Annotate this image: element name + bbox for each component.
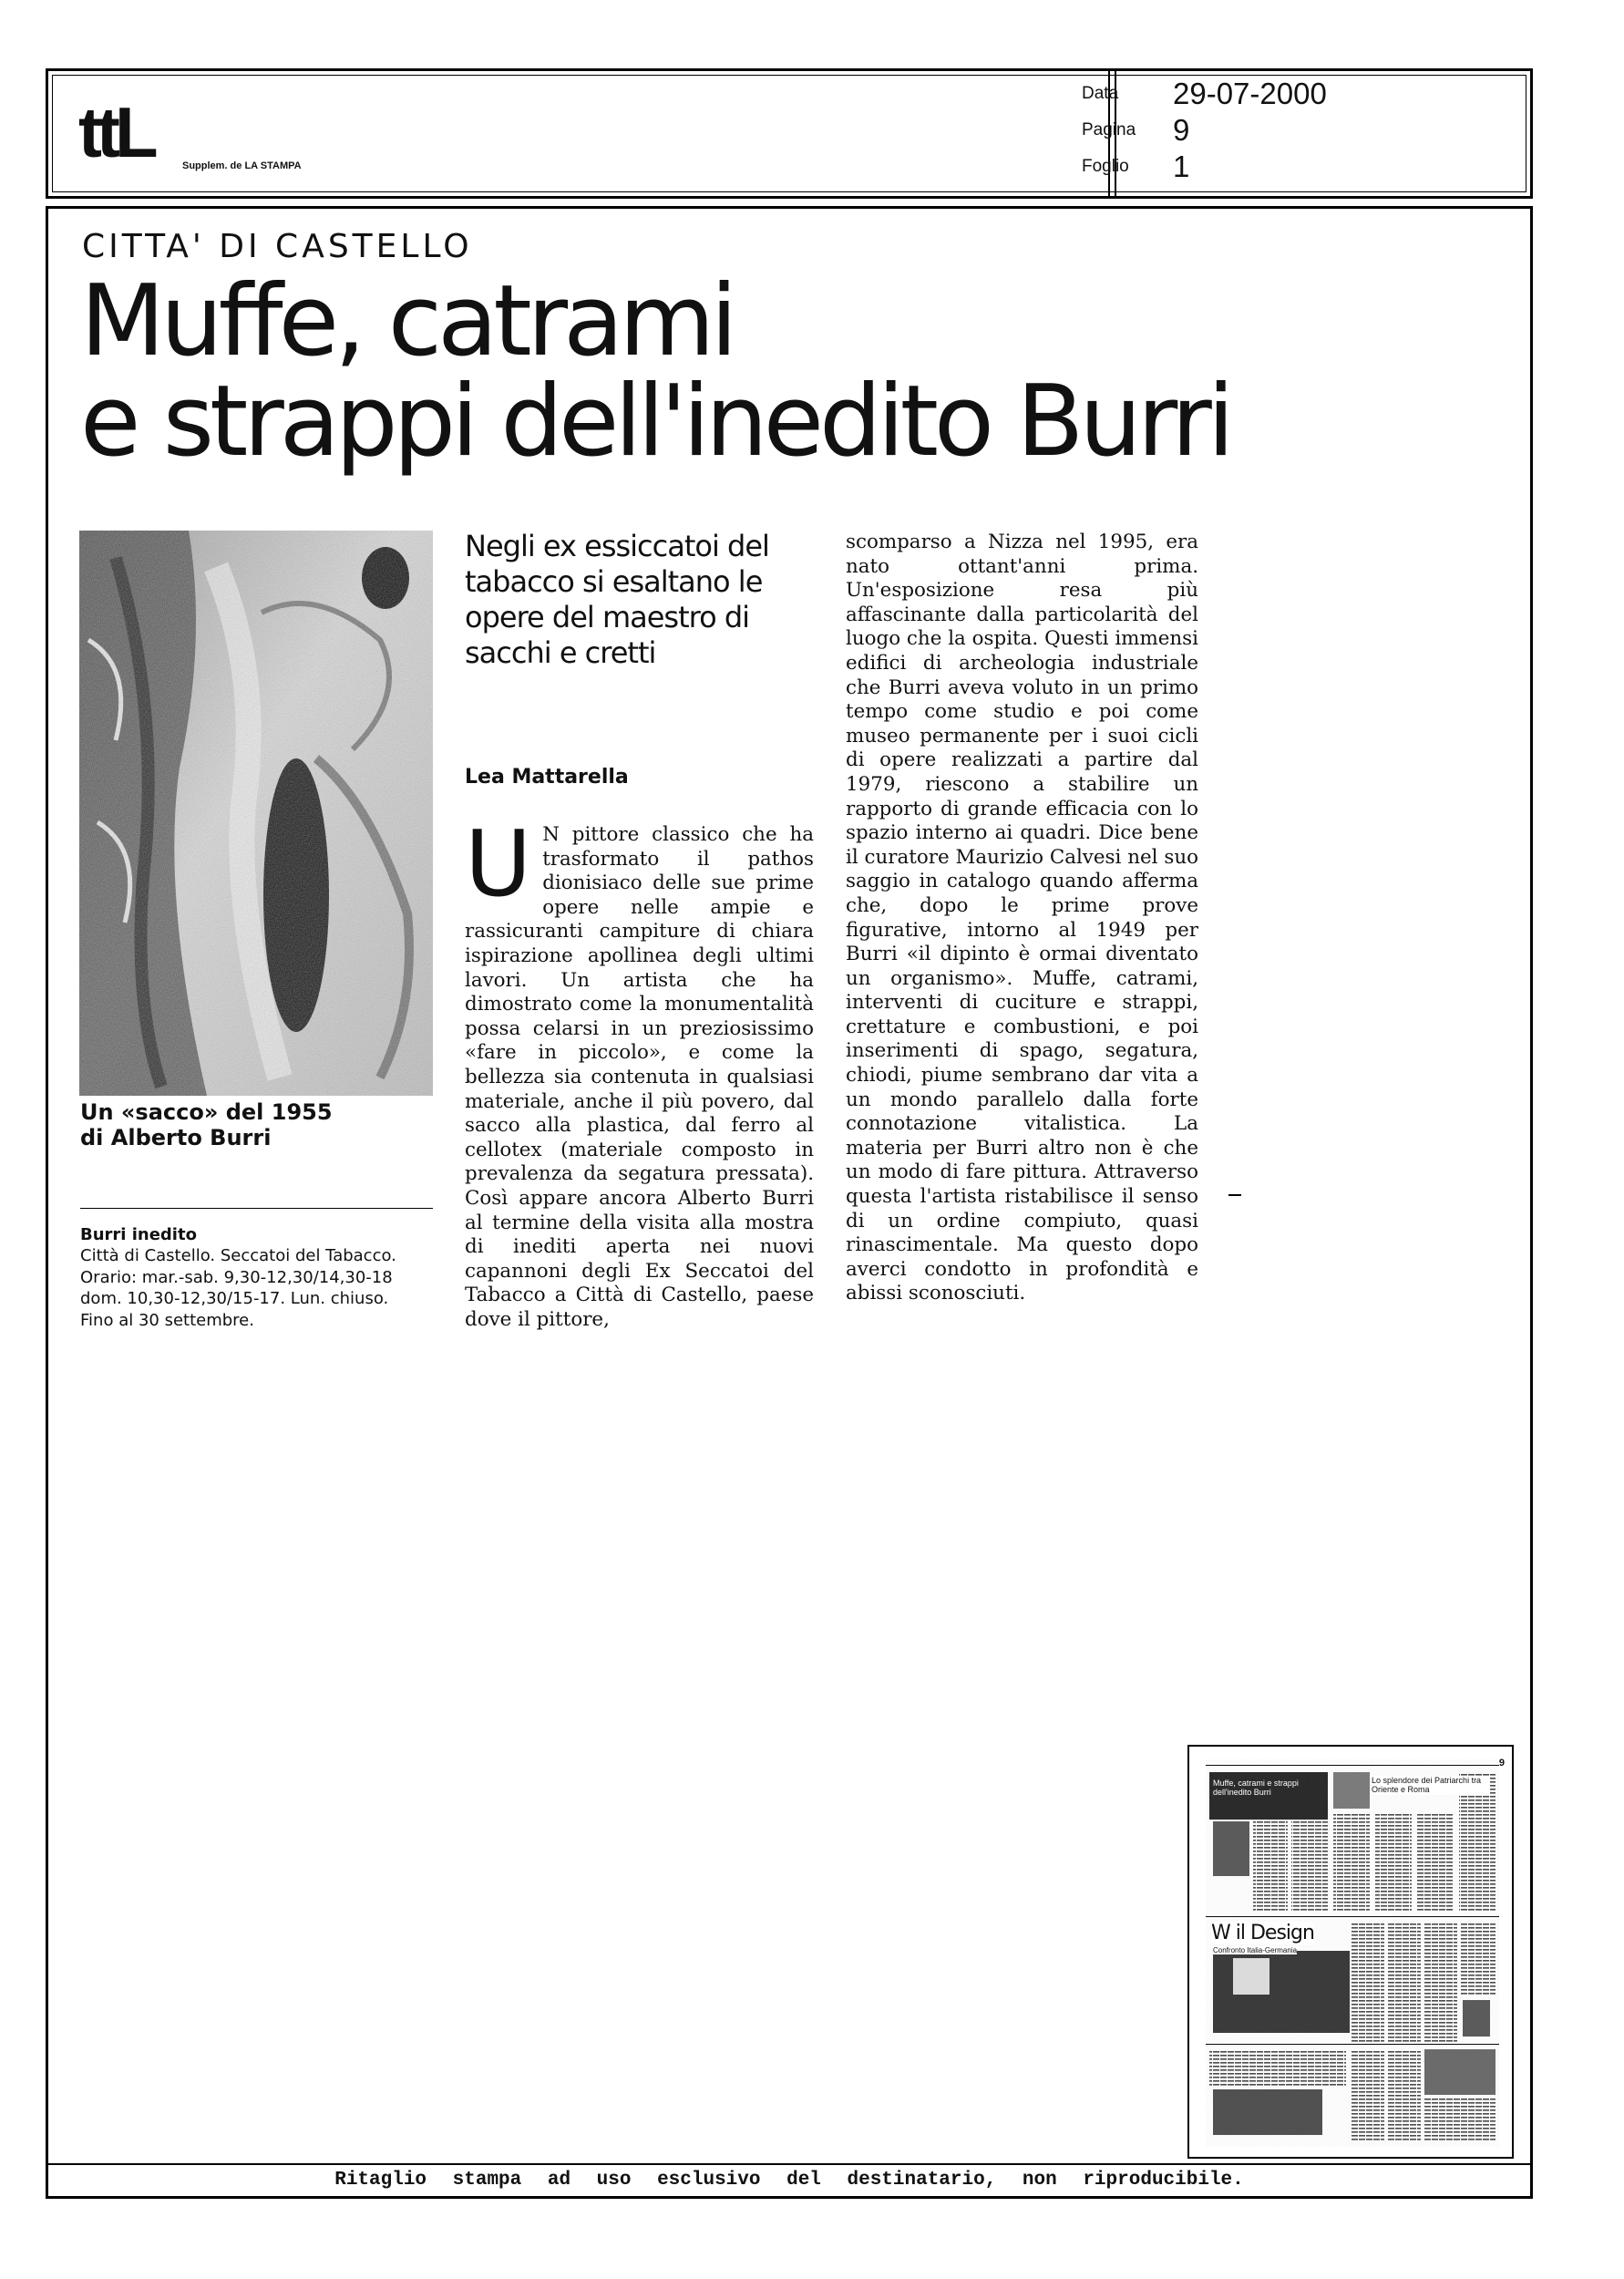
column-1-text: N pittore classico che ha trasformato il pathos dionisiaco delle sue prime opere nelle ampie e rassicuranti campiture di chiara ispirazione apollinea degli ultimi lavori. Un artista che ha dimostrato come la monumentalità possa celarsi in un preziosissimo «fare in piccolo», e come la bellezza sia contenuta in qualsiasi materiale, anche il più povero, dal sacco alla plastica, dal ferro al cellotex (materiale composto in prevalenza da segatura pressata). Così appare ancora Alberto Burri al termine della visita alla mostra di inediti aperta nei nuovi capannoni degli Ex Seccatoi del Tabacco a Città di Castello, paese dove il pittore, xyxy=(465,823,814,1331)
article-subhead: Negli ex essiccatoi del tabacco si esaltano le opere del maestro di sacchi e cretti xyxy=(465,529,769,671)
meta-sheet-label: Foglio xyxy=(1082,157,1129,176)
margin-dash xyxy=(1228,1194,1241,1196)
thumbnail-section-title: W il Design xyxy=(1211,1922,1314,1944)
thumbnail-headline: Muffe, catrami e strappi dell'inedito Burri xyxy=(1213,1779,1299,1797)
ttl-logo: ttL xyxy=(78,92,153,172)
exhibition-info xyxy=(80,1224,436,1331)
meta-date-label: Data xyxy=(1082,84,1119,103)
thumbnail-section-subtitle: Confronto Italia-Germania xyxy=(1213,1946,1298,1954)
meta-sheet-value: 1 xyxy=(1173,150,1190,183)
supplement-label: Supplem. de LA STAMPA xyxy=(182,160,302,171)
info-divider xyxy=(80,1208,433,1209)
caption-line-2: di Alberto Burri xyxy=(80,1124,272,1150)
page-thumbnail xyxy=(1187,1745,1514,2159)
info-title: Burri inedito xyxy=(80,1225,197,1244)
article-headline xyxy=(80,264,1230,480)
article-kicker: CITTA' DI CASTELLO xyxy=(82,228,473,265)
artwork-photo xyxy=(79,531,433,1096)
headline-line-1: Muffe, catrami xyxy=(80,264,734,378)
meta-page-label: Pagina xyxy=(1082,120,1136,139)
meta-page-value: 9 xyxy=(1173,113,1190,147)
photo-caption xyxy=(80,1100,333,1150)
article-byline: Lea Mattarella xyxy=(465,766,629,789)
info-line-2: Orario: mar.-sab. 9,30-12,30/14,30-18 xyxy=(80,1267,393,1287)
drop-cap: U xyxy=(465,810,532,917)
info-line-4: Fino al 30 settembre. xyxy=(80,1310,254,1330)
article-column-1 xyxy=(465,810,814,1332)
thumbnail-page-number: 9 xyxy=(1498,1758,1505,1769)
meta-date-value: 29-07-2000 xyxy=(1173,77,1327,110)
copyright-notice: Ritaglio stampa ad uso esclusivo del destinatario, non riproducibile. xyxy=(334,2170,1244,2191)
info-line-3: dom. 10,30-12,30/15-17. Lun. chiuso. xyxy=(80,1289,389,1309)
thumbnail-side-headline: Lo splendore dei Patriarchi tra Oriente e Roma xyxy=(1372,1776,1490,1795)
footer-rule xyxy=(46,2163,1533,2165)
caption-line-1: Un «sacco» del 1955 xyxy=(80,1099,333,1125)
article-column-2: scomparso a Nizza nel 1995, era nato ottant'anni prima. Un'esposizione resa più affascinante dalla particolarità del luogo che la ospita. Questi immensi edifici di archeologia industriale che Burri aveva voluto in un primo tempo come studio e poi come museo permanente per i suoi cicli di opere realizzati a partire dal 1979, riescono a stabilire un rapporto di grande efficacia con lo spazio interno ai quadri. Dice bene il curatore Maurizio Calvesi nel suo saggio in catalogo quando afferma che, dopo le prime prove figurative, intorno al 1949 per Burri «il dipinto è ormai diventato un organismo». Muffe, catrami, interventi di cuciture e strappi, crettature e combustioni, e poi inserimenti di spago, segatura, chiodi, piume sembrano dar vita a un mondo parallelo dalla forte connotazione vitalistica. La materia per Burri altro non è che un modo di fare pittura. Attraverso questa l'artista ristabilisce il senso di un ordine compiuto, quasi rinascimentale. Ma questo dopo averci condotto in profondità e abissi sconosciuti. xyxy=(846,531,1198,1305)
info-line-1: Città di Castello. Seccatoi del Tabacco. xyxy=(80,1246,396,1266)
headline-line-2: e strappi dell'inedito Burri xyxy=(80,365,1230,480)
